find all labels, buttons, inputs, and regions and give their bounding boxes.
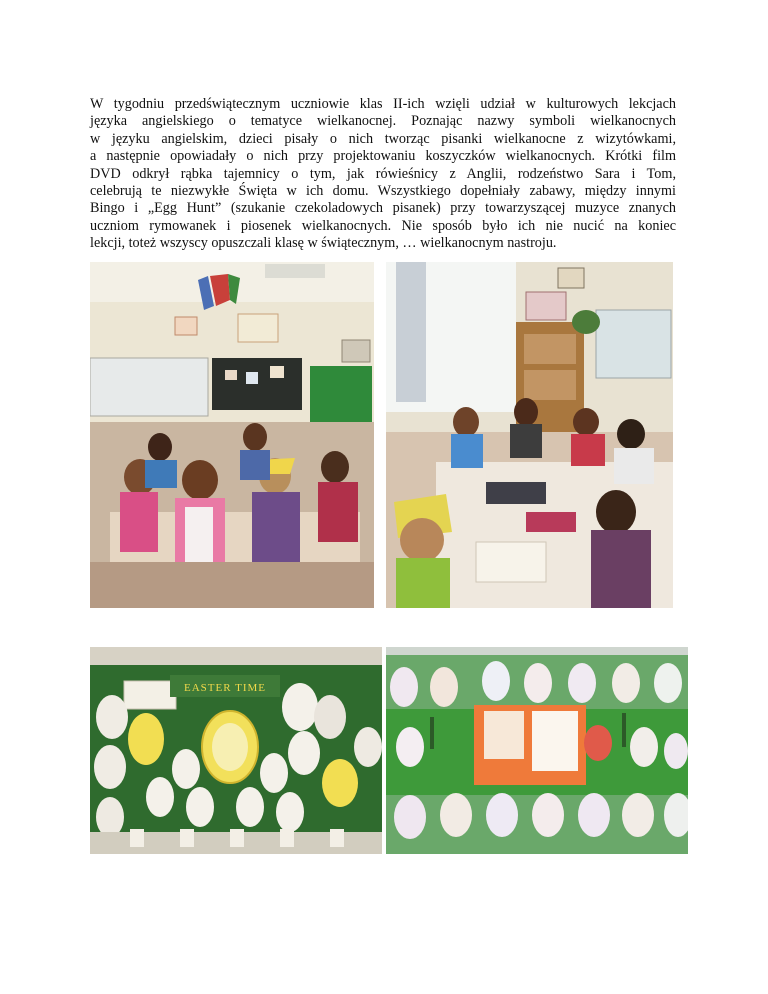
paragraph-line: Bingo i „Egg Hunt” (szukanie czekoladowych pisanek) przy towarzyszącej muzyce znanych	[90, 200, 676, 217]
easter-board-photo-1	[90, 647, 382, 854]
paragraph-line: w języku angielskim, dzieci pisały o nich tworząc pisanki wielkanocne z wizytówkami,	[90, 130, 676, 147]
classroom-photo-1	[90, 262, 374, 608]
paragraph-line: języka angielskiego o tematyce wielkanocnej. Poznając nazwy symboli wielkanocnych	[90, 113, 676, 130]
easter-time-banner: EASTER TIME	[184, 682, 266, 694]
paragraph-line: DVD odkrył rąbka tajemnicy o tym, jak rówieśnicy z Anglii, rodzeństwo Sara i Tom,	[90, 165, 676, 182]
paragraph-line: lekcji, toteż wszyscy opuszczali klasę w świątecznym, … wielkanocnym nastroju.	[90, 235, 557, 252]
paragraph-line: celebrują te niezwykłe Święta w ich domu. Wszystkiego dopełniały zabawy, między innymi	[90, 183, 676, 200]
classroom-photo-2	[386, 262, 673, 608]
paragraph-line: a następnie opowiadały o nich przy projektowaniu koszyczków wielkanocnych. Krótki film	[90, 148, 676, 165]
article-paragraph	[90, 96, 676, 253]
easter-board-photo-2	[386, 647, 688, 854]
paragraph-line: W tygodniu przedświątecznym uczniowie klas II-ich wzięli udział w kulturowych lekcjach	[90, 96, 676, 112]
paragraph-line: uczniom rymowanek i piosenek wielkanocnych. Nie sposób było ich nie nucić na koniec	[90, 217, 676, 234]
